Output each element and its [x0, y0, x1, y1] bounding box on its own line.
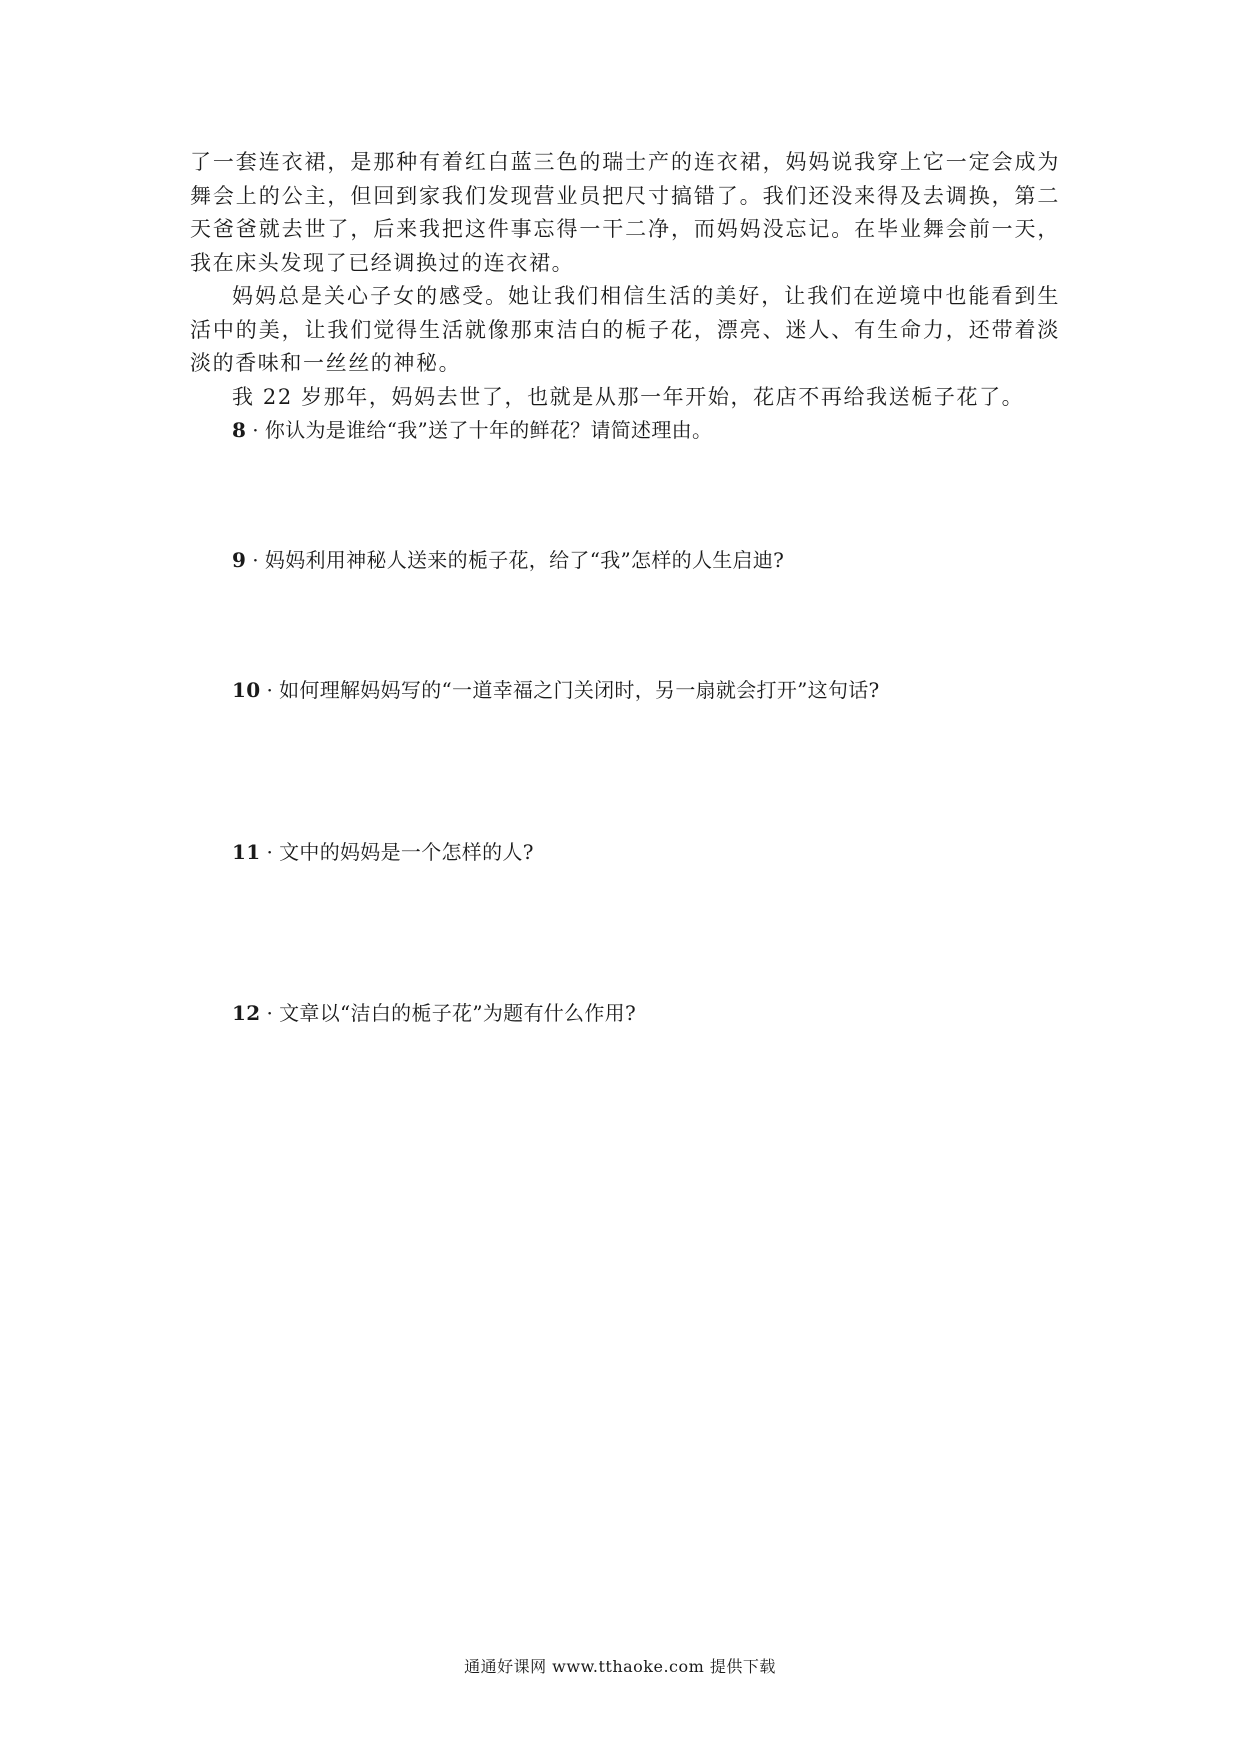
question-number: 9 — [232, 548, 247, 572]
question-number: 12 — [232, 1001, 261, 1025]
question-10 — [232, 676, 880, 704]
question-separator: · — [266, 840, 274, 864]
question-separator: · — [266, 1001, 274, 1025]
question-text: 你认为是谁给“我”送了十年的鲜花？请简述理由。 — [264, 418, 713, 442]
question-12 — [232, 999, 636, 1027]
question-8 — [232, 416, 712, 444]
passage-paragraph: 我 22 岁那年，妈妈去世了，也就是从那一年开始，花店不再给我送栀子花了。 — [232, 384, 1025, 409]
question-separator: · — [252, 548, 259, 572]
page-footer: 通通好课网 www.tthaoke.com 提供下载 — [464, 1657, 776, 1676]
question-text: 文章以“洁白的栀子花”为题有什么作用? — [279, 1001, 636, 1025]
question-text: 文中的妈妈是一个怎样的人? — [279, 840, 534, 864]
question-11 — [232, 838, 534, 866]
question-text: 妈妈利用神秘人送来的栀子花，给了“我”怎样的人生启迪? — [264, 548, 785, 572]
passage-paragraph: 妈妈总是关心子女的感受。她让我们相信生活的美好，让我们在逆境中也能看到生活中的美，让我们觉得生活就像那束洁白的栀子花，漂亮、迷人、有生命力，还带着淡淡的香味和一丝丝的神秘。 — [190, 284, 1060, 375]
question-number: 8 — [232, 418, 247, 442]
passage-paragraph: 了一套连衣裙，是那种有着红白蓝三色的瑞士产的连衣裙，妈妈说我穿上它一定会成为舞会上的公主，但回到家我们发现营业员把尺寸搞错了。我们还没来得及去调换，第二天爸爸就去世了，后来我把这件事忘得一干二净，而妈妈没忘记。在毕业舞会前一天，我在床头发现了已经调换过的连衣裙。 — [190, 150, 1060, 275]
question-separator: · — [252, 418, 259, 442]
question-9 — [232, 546, 784, 574]
reading-passage — [190, 146, 1060, 414]
question-separator: · — [266, 678, 274, 702]
question-text: 如何理解妈妈写的“一道幸福之门关闭时，另一扇就会打开”这句话? — [279, 678, 880, 702]
question-number: 10 — [232, 678, 261, 702]
question-number: 11 — [232, 840, 261, 864]
